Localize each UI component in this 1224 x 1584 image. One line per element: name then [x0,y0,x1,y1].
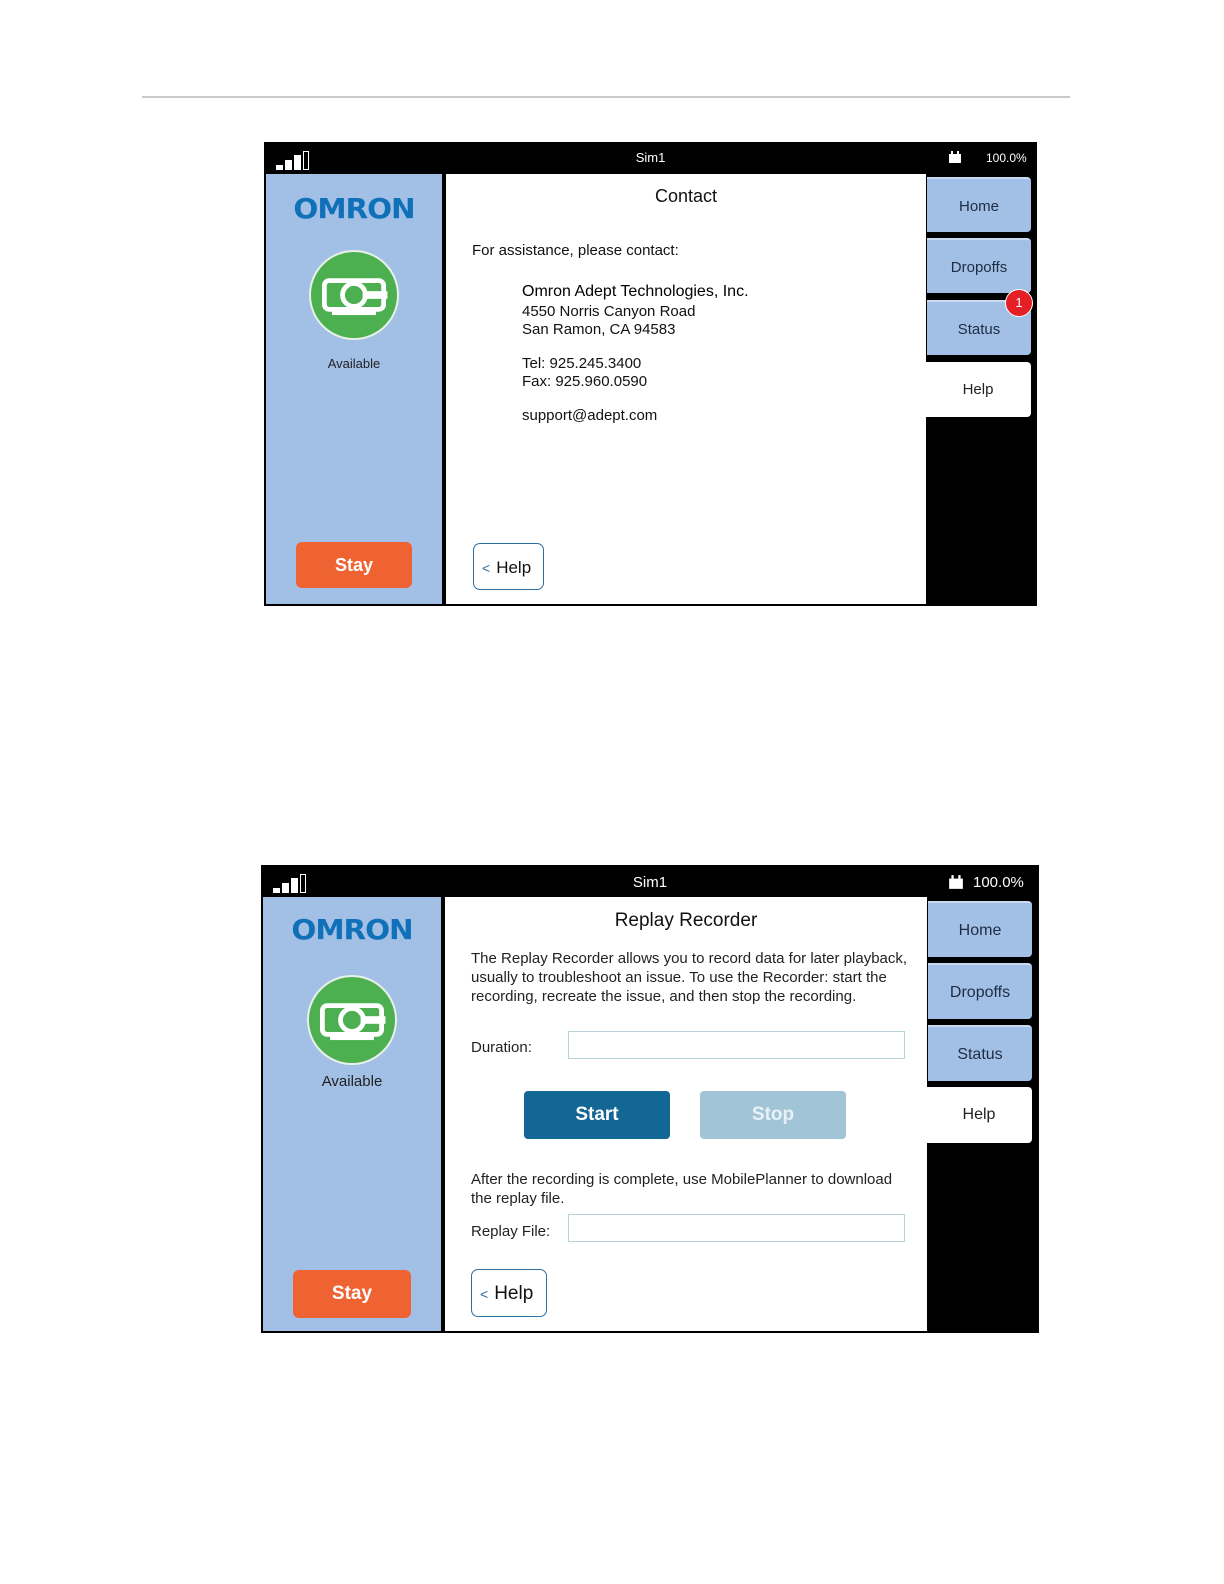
back-button-label: Help [496,558,532,577]
stay-button[interactable]: Stay [296,542,412,588]
robot-icon [307,975,397,1065]
fax-number: Fax: 925.960.0590 [522,373,648,390]
tab-home[interactable]: Home [927,177,1031,232]
robot-status-label: Available [327,356,381,371]
battery-icon [948,150,962,164]
page-title: Replay Recorder [614,910,758,931]
page-title: Contact [654,186,718,206]
stop-button[interactable]: Stop [700,1091,846,1139]
contact-intro: For assistance, please contact: [472,242,679,259]
battery-percentage: 100.0% [973,874,1024,891]
omron-logo: OMRON [291,913,413,946]
status-badge: 1 [1005,289,1033,317]
tab-status[interactable]: Status [928,1025,1032,1081]
tab-dropoffs[interactable]: Dropoffs [928,963,1032,1019]
replay-file-label: Replay File: [471,1223,551,1240]
tab-help[interactable]: Help [926,1087,1032,1143]
status-bar [264,142,1037,174]
replay-recorder-screen [261,865,1039,1333]
address-line-2: San Ramon, CA 94583 [522,321,676,338]
back-to-help-button[interactable] [471,1269,547,1317]
navigation-tabs [928,897,1039,1333]
robot-status-label: Available [321,1073,383,1090]
omron-logo: OMRON [293,192,415,225]
contact-screen [264,142,1037,606]
replay-description: The Replay Recorder allows you to record data for later playback, usually to troubleshoot an issue. To use the Recorder: start the recording, recreate the issue, and then stop the recording. [471,950,908,1005]
status-bar [261,865,1039,897]
robot-name: Sim1 [635,150,666,165]
stay-button[interactable]: Stay [293,1270,411,1318]
back-to-help-button[interactable] [473,543,544,590]
left-panel [263,897,441,1331]
replay-recorder-content [445,897,927,1331]
battery-percentage: 100.0% [986,151,1027,165]
company-name: Omron Adept Technologies, Inc. [522,283,749,300]
address-line-1: 4550 Norris Canyon Road [522,303,696,320]
start-button[interactable]: Start [524,1091,670,1139]
back-button-label: Help [494,1283,534,1304]
left-panel [266,174,442,604]
navigation-tabs [927,174,1037,606]
chevron-left-icon: < [480,1286,489,1302]
page-top-rule [142,96,1070,98]
chevron-left-icon: < [482,560,491,576]
robot-name: Sim1 [632,874,668,891]
battery-icon [948,874,964,890]
after-recording-text: After the recording is complete, use MobilePlanner to download the replay file. [471,1171,893,1207]
tab-help[interactable]: Help [925,362,1031,417]
duration-label: Duration: [471,1039,532,1056]
contact-content [446,174,926,604]
support-email: support@adept.com [522,407,658,424]
duration-field[interactable] [568,1031,905,1059]
phone-number: Tel: 925.245.3400 [522,355,642,372]
tab-status[interactable]: Status [927,300,1031,355]
tab-dropoffs[interactable]: Dropoffs [927,238,1031,293]
tab-home[interactable]: Home [928,901,1032,957]
robot-icon [309,250,399,340]
replay-file-field[interactable] [568,1214,905,1242]
